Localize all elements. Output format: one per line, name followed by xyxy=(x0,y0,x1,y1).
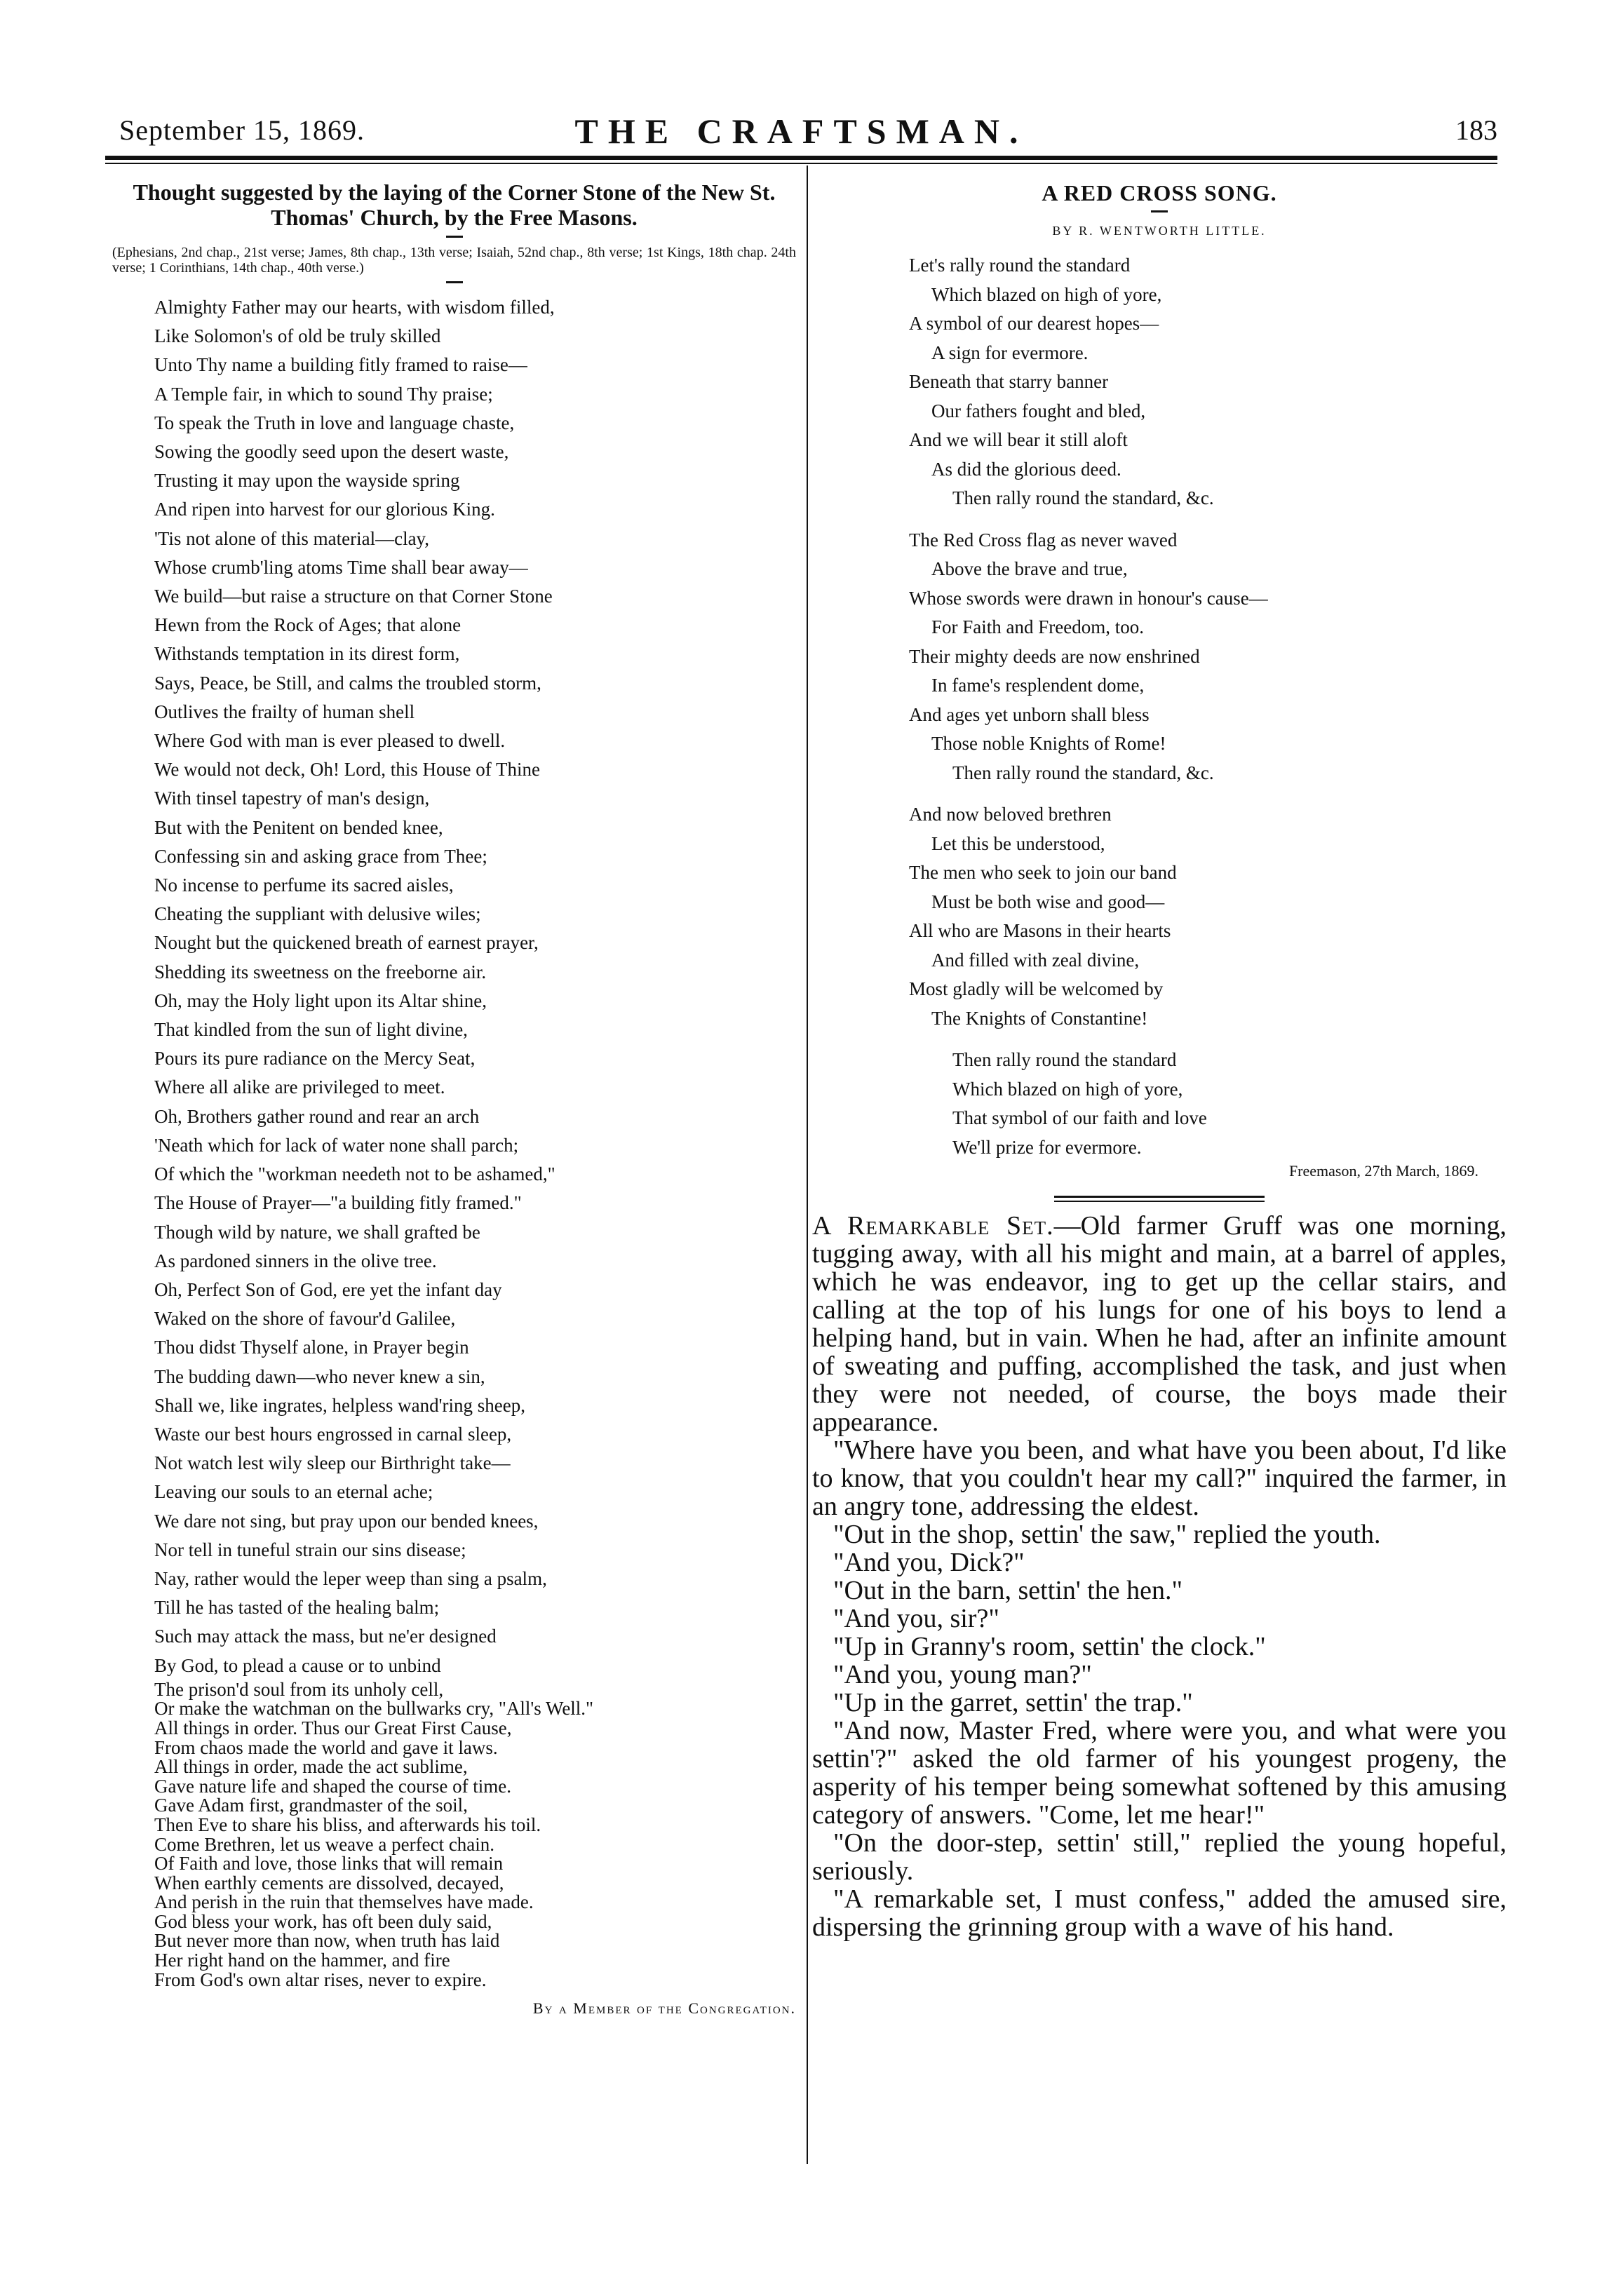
poem-line: The prison'd soul from its unholy cell, xyxy=(154,1678,444,1700)
poem-line: Till he has tasted of the healing balm; xyxy=(154,1597,440,1619)
poem-line: Of which the "workman needeth not to be ashamed," xyxy=(154,1163,555,1185)
poem-line: Leaving our souls to an eternal ache; xyxy=(154,1481,433,1503)
song-line: The Red Cross flag as never waved xyxy=(909,529,1178,551)
poem-line: All things in order, made the act sublime, xyxy=(154,1756,468,1778)
song-line: Above the brave and true, xyxy=(931,558,1128,579)
poem-line: Where all alike are privileged to meet. xyxy=(154,1076,445,1098)
article-paragraph xyxy=(812,1212,1507,1436)
poem-line: A Temple fair, in which to sound Thy praise; xyxy=(154,383,493,405)
song-credit: Freemason, 27th March, 1869. xyxy=(1288,1162,1478,1180)
refs-dash xyxy=(446,281,463,283)
poem-line: Oh, may the Holy light upon its Altar shine, xyxy=(154,990,487,1011)
poem-body xyxy=(112,293,796,1680)
scripture-references: (Ephesians, 2nd chap., 21st verse; James, 8th chap., 13th verse; Isaiah, 52nd chap., 8th verse; 1st Kings, 18th chap. 24th verse; 1 Corinthians, 14th chap., 40th verse.) xyxy=(112,245,796,276)
article-paragraph: "Where have you been, and what have you been about, I'd like to know, that you couldn't hear my call?" inquired the farmer, in an angry tone, addressing the eldest. xyxy=(812,1436,1507,1521)
poem-line: All things in order. Thus our Great First Cause, xyxy=(154,1717,512,1738)
song-line: Then rally round the standard, &c. xyxy=(952,762,1214,783)
poem-line: Whose crumb'ling atoms Time shall bear away— xyxy=(154,556,528,578)
section-rule xyxy=(1054,1196,1265,1198)
poem-line: We would not deck, Oh! Lord, this House of Thine xyxy=(154,759,540,781)
title-dash xyxy=(446,236,463,238)
song-line: Whose swords were drawn in honour's cause— xyxy=(909,587,1268,609)
poem-line: Thou didst Thyself alone, in Prayer begin xyxy=(154,1337,469,1358)
poem-line: With tinsel tapestry of man's design, xyxy=(154,788,430,809)
song-line: That symbol of our faith and love xyxy=(952,1107,1207,1128)
song-stanzas xyxy=(812,251,1507,1162)
song-line: And we will bear it still aloft xyxy=(909,429,1128,450)
poem-title: Thought suggested by the laying of the Corner Stone of the New St. Thomas' Church, by the Free Masons. xyxy=(133,180,776,230)
poem-line: And perish in the ruin that themselves have made. xyxy=(154,1891,534,1913)
header-rule-thin xyxy=(105,163,1497,164)
poem-line: Shall we, like ingrates, helpless wand'ring sheep, xyxy=(154,1394,525,1416)
poem-line: Then Eve to share his bliss, and afterwards his toil. xyxy=(154,1814,541,1835)
poem-line: Such may attack the mass, but ne'er designed xyxy=(154,1626,497,1647)
song-line: In fame's resplendent dome, xyxy=(931,675,1145,696)
poem-line: From God's own altar rises, never to expire. xyxy=(154,1969,487,1990)
left-column xyxy=(112,180,796,2018)
song-title-dash xyxy=(1151,210,1168,212)
poem-line: Pours its pure radiance on the Mercy Seat, xyxy=(154,1048,476,1069)
poem-line: Outlives the frailty of human shell xyxy=(154,701,415,722)
song-stanza xyxy=(812,526,1507,788)
poem-line: Cheating the suppliant with delusive wiles; xyxy=(154,903,481,925)
section-rule-thin xyxy=(1054,1201,1265,1202)
poem-line: Oh, Perfect Son of God, ere yet the infant day xyxy=(154,1278,502,1300)
poem-line: When earthly cements are dissolved, decayed, xyxy=(154,1872,504,1893)
poem-line: Though wild by nature, we shall grafted be xyxy=(154,1221,480,1243)
song-line: Must be both wise and good— xyxy=(931,891,1165,912)
song-line: Then rally round the standard xyxy=(952,1049,1177,1070)
poem-line: The budding dawn—who never knew a sin, xyxy=(154,1365,485,1387)
poem-line: Sowing the goodly seed upon the desert waste, xyxy=(154,441,509,463)
poem-line: Unto Thy name a building fitly framed to raise— xyxy=(154,354,527,376)
song-line: Which blazed on high of yore, xyxy=(931,283,1162,305)
song-line: Then rally round the standard, &c. xyxy=(952,487,1214,508)
article-text: —Old farmer Gruff was one morning, tugging away, with all his might and main, at a barrel of apples, which he was endeavor, ing to get up the cellar stairs, and calling at the top of his lungs for one of his boys to lend a helping hand, but in vain. When he had, after an infinite amount of sweating and puffing, accomplished the task, and just when they were not needed, of course, the boys made their appearance. xyxy=(812,1211,1507,1437)
song-line: And filled with zeal divine, xyxy=(931,949,1140,971)
song-line: As did the glorious deed. xyxy=(931,458,1121,480)
song-title: A RED CROSS SONG. xyxy=(1042,180,1277,205)
header-rule xyxy=(105,156,1497,160)
poem-line: By God, to plead a cause or to unbind xyxy=(154,1654,441,1676)
article-remarkable-set xyxy=(812,1212,1507,1941)
poem-line: But never more than now, when truth has laid xyxy=(154,1930,500,1952)
poem-line: We dare not sing, but pray upon our bended knees, xyxy=(154,1510,539,1532)
poem-line: That kindled from the sun of light divine, xyxy=(154,1019,468,1041)
poem-line: Waked on the shore of favour'd Galilee, xyxy=(154,1308,456,1330)
poem-line: Waste our best hours engrossed in carnal sleep, xyxy=(154,1423,512,1445)
poem-line: Says, Peace, be Still, and calms the troubled storm, xyxy=(154,672,541,694)
poem-line: Nay, rather would the leper weep than sing a psalm, xyxy=(154,1567,547,1589)
poem-line: 'Neath which for lack of water none shall parch; xyxy=(154,1134,519,1156)
article-paragraph: "And you, sir?" xyxy=(833,1604,999,1633)
article-paragraph: "And you, young man?" xyxy=(833,1660,1092,1689)
poem-line: Nor tell in tuneful strain our sins disease; xyxy=(154,1539,466,1560)
song-line: For Faith and Freedom, too. xyxy=(931,616,1144,637)
article-paragraph: "Up in the garret, settin' the trap." xyxy=(833,1688,1193,1717)
song-stanza xyxy=(812,800,1507,1033)
poem-line: Withstands temptation in its direst form, xyxy=(154,643,460,665)
song-line: Most gladly will be welcomed by xyxy=(909,978,1164,999)
poem-line: But with the Penitent on bended knee, xyxy=(154,816,443,838)
poem-line: Nought but the quickened breath of earnest prayer, xyxy=(154,932,539,954)
poem-line: Where God with man is ever pleased to dwell. xyxy=(154,730,506,752)
poem-line: As pardoned sinners in the olive tree. xyxy=(154,1250,437,1271)
poem-line: We build—but raise a structure on that Corner Stone xyxy=(154,586,553,607)
song-line: We'll prize for evermore. xyxy=(952,1136,1142,1158)
article-paragraph: "On the door-step, settin' still," replied the young hopeful, seriously. xyxy=(812,1828,1507,1886)
poem-line: Trusting it may upon the wayside spring xyxy=(154,470,460,492)
song-line: Their mighty deeds are now enshrined xyxy=(909,645,1200,667)
poem-line: 'Tis not alone of this material—clay, xyxy=(154,527,430,549)
poem-body-small xyxy=(112,1680,796,1990)
article-paragraph: "Out in the shop, settin' the saw," replied the youth. xyxy=(833,1520,1381,1549)
poem-line: To speak the Truth in love and language chaste, xyxy=(154,412,515,433)
poem-line: Come Brethren, let us weave a perfect chain. xyxy=(154,1833,495,1855)
song-line: Those noble Knights of Rome! xyxy=(931,733,1166,754)
column-divider xyxy=(807,166,808,2164)
article-kicker: A Remarkable Set. xyxy=(812,1211,1054,1241)
poem-line: Not watch lest wily sleep our Birthright take— xyxy=(154,1452,511,1474)
poem-line: From chaos made the world and gave it laws. xyxy=(154,1736,498,1758)
poem-line: And ripen into harvest for our glorious King. xyxy=(154,499,495,520)
right-column xyxy=(812,180,1507,1941)
song-stanza xyxy=(812,251,1507,513)
song-line: The Knights of Constantine! xyxy=(931,1007,1148,1029)
poem-line: Shedding its sweetness on the freeborne air. xyxy=(154,961,487,982)
article-paragraph: "And you, Dick?" xyxy=(833,1548,1025,1577)
page-number: 183 xyxy=(1455,114,1497,146)
article-paragraph: "A remarkable set, I must confess," added the amused sire, dispersing the grinning group with a wave of his hand. xyxy=(812,1884,1507,1942)
poem-signature: By a Member of the Congregation. xyxy=(532,1999,796,2018)
article-paragraph: "Up in Granny's room, settin' the clock." xyxy=(833,1632,1266,1661)
song-line: And now beloved brethren xyxy=(909,804,1112,825)
song-line: All who are Masons in their hearts xyxy=(909,920,1171,941)
poem-line: Hewn from the Rock of Ages; that alone xyxy=(154,614,461,636)
song-line: A symbol of our dearest hopes— xyxy=(909,313,1159,334)
song-line: The men who seek to join our band xyxy=(909,862,1177,883)
poem-line: Like Solomon's of old be truly skilled xyxy=(154,325,441,347)
poem-line: The House of Prayer—"a building fitly framed." xyxy=(154,1192,522,1214)
poem-line: Or make the watchman on the bullwarks cry, "All's Well." xyxy=(154,1698,594,1720)
poem-line: Of Faith and love, those links that will remain xyxy=(154,1853,504,1875)
song-line: Beneath that starry banner xyxy=(909,371,1109,392)
poem-line: No incense to perfume its sacred aisles, xyxy=(154,874,454,896)
poem-line: Almighty Father may our hearts, with wisdom filled, xyxy=(154,297,555,318)
song-line: A sign for evermore. xyxy=(931,342,1089,363)
poem-line: Confessing sin and asking grace from Thee; xyxy=(154,845,487,867)
poem-line: Gave Adam first, grandmaster of the soil, xyxy=(154,1795,468,1816)
song-line: Which blazed on high of yore, xyxy=(952,1078,1183,1100)
header-date: September 15, 1869. xyxy=(119,114,365,146)
song-author: BY R. WENTWORTH LITTLE. xyxy=(1052,224,1267,238)
article-paragraph: "And now, Master Fred, where were you, and what were you settin'?" asked the old farmer of his youngest progeny, the asperity of his temper being somewhat softened by this amusing category of answers. "Come, let me hear!" xyxy=(812,1716,1507,1830)
song-stanza xyxy=(812,1046,1507,1162)
song-line: And ages yet unborn shall bless xyxy=(909,703,1150,725)
song-line: Our fathers fought and bled, xyxy=(931,400,1146,421)
poem-line: Gave nature life and shaped the course of time. xyxy=(154,1775,512,1797)
article-paragraph: "Out in the barn, settin' the hen." xyxy=(833,1576,1182,1605)
song-line: Let's rally round the standard xyxy=(909,255,1131,276)
page-header xyxy=(105,114,1497,156)
poem-line: Her right hand on the hammer, and fire xyxy=(154,1950,450,1971)
poem-line: God bless your work, has oft been duly said, xyxy=(154,1910,492,1932)
poem-line: Oh, Brothers gather round and rear an arch xyxy=(154,1105,480,1127)
masthead-title: THE CRAFTSMAN. xyxy=(574,112,1028,151)
song-line: Let this be understood, xyxy=(931,832,1105,854)
